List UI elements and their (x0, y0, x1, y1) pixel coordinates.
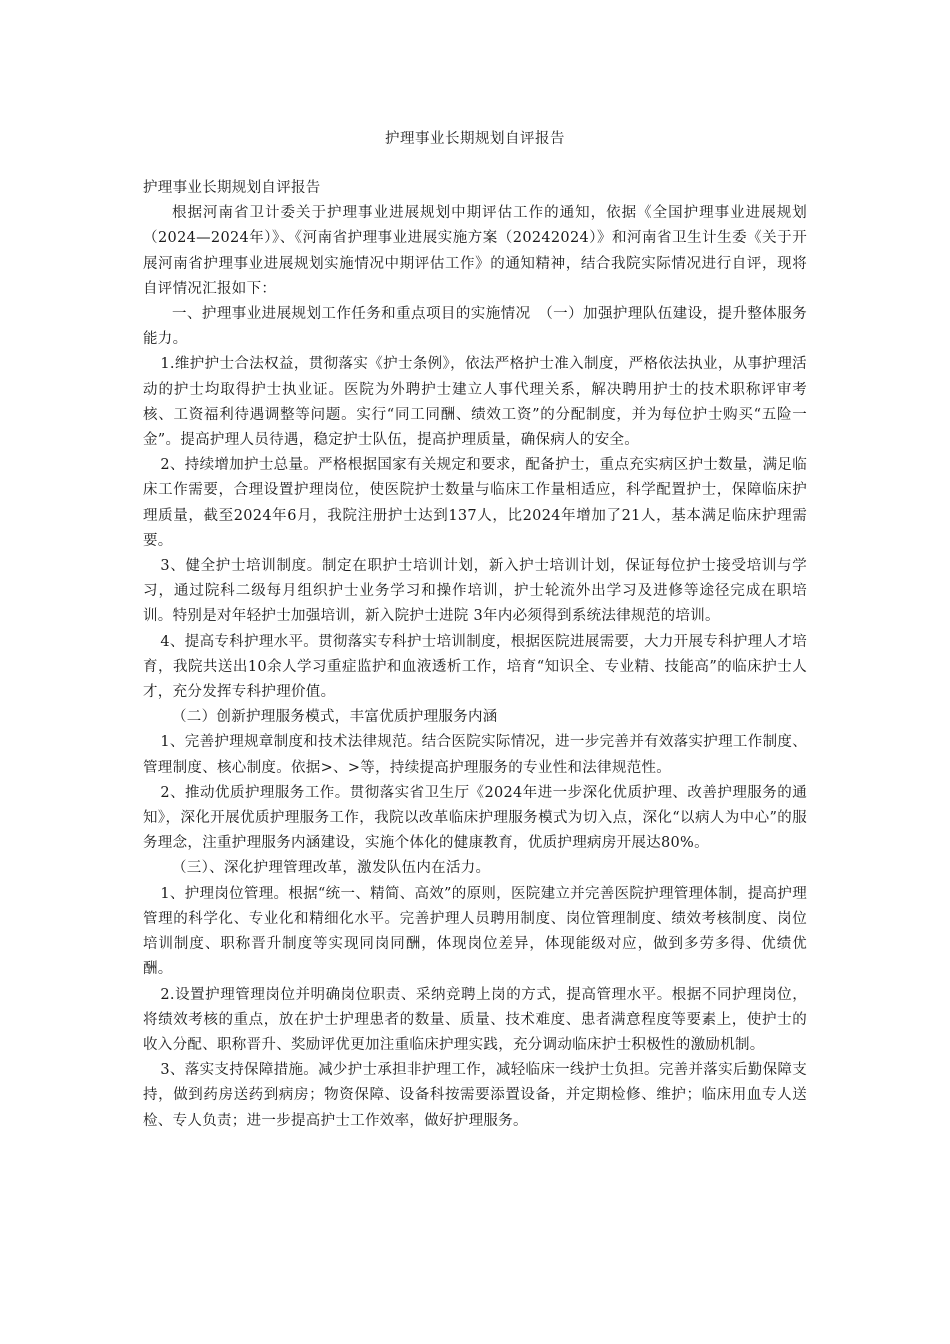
section1-item-3: 3、健全护士培训制度。制定在职护士培训计划，新入护士培训计划，保证每位护士接受培训与学习，通过院科二级每月组织护士业务学习和操作培训，护士轮流外出学习及进修等途径完成在职培训。特别是对年轻护士加强培训，新入院护士进院 3年内必须得到系统法律规范的培训。 (143, 558, 807, 625)
section-heading-1: 一、护理事业进展规划工作任务和重点项目的实施情况 （一）加强护理队伍建设，提升整体服务能力。 (143, 306, 807, 348)
section3-item-3: 3、落实支持保障措施。减少护士承担非护理工作，减轻临床一线护士负担。完善并落实后勤保障支持，做到药房送药到病房；物资保障、设备科按需要添置设备，并定期检修、维护；临床用血专人送检、专人负责；进一步提高护士工作效率，做好护理服务。 (143, 1062, 807, 1129)
document-title: 护理事业长期规划自评报告 (385, 131, 565, 147)
section1-item-2: 2、持续增加护士总量。严格根据国家有关规定和要求，配备护士，重点充实病区护士数量，满足临床工作需要，合理设置护理岗位，使医院护士数量与临床工作量相适应，科学配置护士，保障临床护理质量，截至2024年6月，我院注册护士达到137人，比2024年增加了21人，基本满足临床护理需要。 (143, 457, 807, 549)
section2-item-1: 1、完善护理规章制度和技术法律规范。结合医院实际情况，进一步完善并有效落实护理工作制度、管理制度、核心制度。依据>、>等，持续提高护理服务的专业性和法律规范性。 (143, 734, 807, 776)
section3-item-1: 1、护理岗位管理。根据“统一、精简、高效”的原则，医院建立并完善医院护理管理体制，提高护理管理的科学化、专业化和精细化水平。完善护理人员聘用制度、岗位管理制度、绩效考核制度、岗位培训制度、职称晋升制度等实现同岗同酬，体现岗位差异，体现能级对应，做到多劳多得、优绩优酬。 (143, 885, 807, 978)
section2-item-2: 2、推动优质护理服务工作。贯彻落实省卫生厅《2024年进一步深化优质护理、改善护理服务的通知》，深化开展优质护理服务工作，我院以改革临床护理服务模式为切入点，深化“以病人为中心”的服务理念，注重护理服务内涵建设，实施个体化的健康教育，优质护理病房开展达80%。 (143, 784, 807, 852)
section-heading-2: （二）创新护理服务模式，丰富优质护理服务内涵 (172, 709, 498, 726)
section3-item-2: 2.设置护理管理岗位并明确岗位职责、采纳竞聘上岗的方式，提高管理水平。根据不同护理岗位，将绩效考核的重点，放在护士护理患者的数量、质量、技术难度、患者满意程度等要素上，使护士的收入分配、职称晋升、奖励评优更加注重临床护理实践，充分调动临床护士积极性的激励机制。 (143, 986, 807, 1053)
document-body (143, 176, 807, 1134)
section-heading-3: （三）、深化护理管理改革，激发队伍内在活力。 (172, 860, 491, 877)
section1-item-4: 4、提高专科护理水平。贯彻落实专科护士培训制度，根据医院进展需要，大力开展专科护理人才培育，我院共送出10余人学习重症监护和血液透析工作，培育“知识全、专业精、技能高”的临床护士人才，充分发挥专科护理价值。 (143, 633, 807, 701)
report-subtitle: 护理事业长期规划自评报告 (143, 180, 321, 196)
section1-item-1: 1.维护护士合法权益，贯彻落实《护士条例》，依法严格护士准入制度，严格依法执业，从事护理活动的护士均取得护士执业证。医院为外聘护士建立人事代理关系，解决聘用护士的技术职称评审考核、工资福利待遇调整等问题。实行“同工同酬、绩效工资”的分配制度，并为每位护士购买“五险一金”。提高护理人员待遇，稳定护士队伍，提高护理质量，确保病人的安全。 (143, 356, 807, 449)
intro-paragraph: 根据河南省卫计委关于护理事业进展规划中期评估工作的通知，依据《全国护理事业进展规划（2024—2024年）》、《河南省护理事业进展实施方案（20242024）》和河南省卫生计生委《关于开展河南省护理事业进展规划实施情况中期评估工作》的通知精神，结合我院实际情况进行自评，现将自评情况汇报如下： (143, 205, 807, 297)
